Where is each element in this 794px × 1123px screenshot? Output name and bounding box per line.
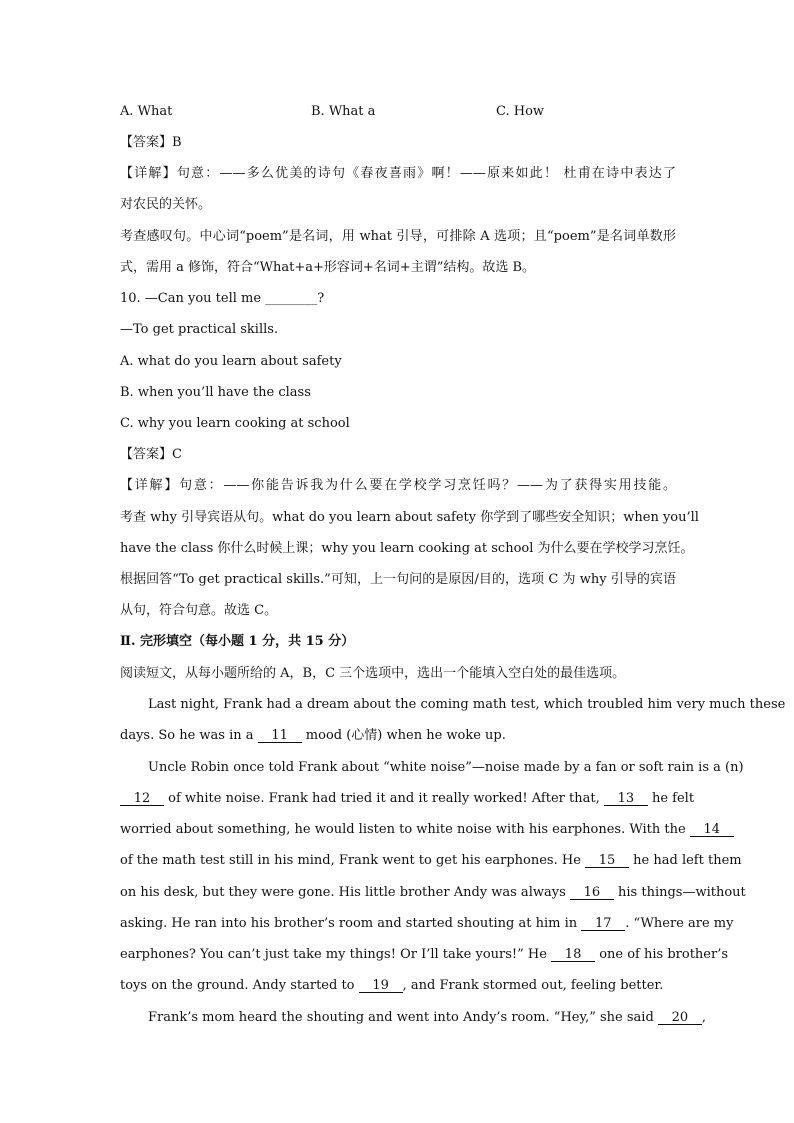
q10-stem: 10. —Can you tell me ________? <box>120 291 325 306</box>
q10-analysis-line-1: 考查 why 引导宾语从句。what do you learn about safety 你学到了哪些安全知识；when you’ll <box>120 510 699 525</box>
passage-text: , <box>701 1010 707 1025</box>
blank-16: 16 <box>570 886 614 900</box>
passage-line <box>120 791 695 807</box>
q10-answer: 【答案】C <box>120 447 182 462</box>
section-title: Ⅱ. 完形填空（每小题 1 分，共 15 分） <box>120 634 355 649</box>
q9-analysis-line-1: 考查感叹句。中心词“poem”是名词，用 what 引导，可排除 A 选项；且“poem”是名词单数形 <box>120 229 676 244</box>
passage-text: mood (心情) when he woke up. <box>301 728 506 743</box>
passage-text: on his desk, but they were gone. His little brother Andy was always <box>120 885 570 900</box>
passage-text: his things—without <box>613 885 746 900</box>
blank-14: 14 <box>690 823 734 837</box>
passage-line: Uncle Robin once told Frank about “white noise”—noise made by a fan or soft rain is a (n) <box>148 760 744 775</box>
blank-17: 17 <box>581 917 625 931</box>
q10-option-b: B. when you’ll have the class <box>120 385 311 400</box>
passage-text: toys on the ground. Andy started to <box>120 978 359 993</box>
blank-19: 19 <box>359 979 403 993</box>
passage-line <box>120 885 746 901</box>
q10-analysis-line-3: 根据回答“To get practical skills.”可知，上一句问的是原因/目的，选项 C 为 why 引导的宾语 <box>120 572 676 587</box>
blank-13: 13 <box>604 792 648 806</box>
q10-option-c: C. why you learn cooking at school <box>120 416 350 431</box>
blank-15: 15 <box>585 854 629 868</box>
passage-text: , and Frank stormed out, feeling better. <box>402 978 664 993</box>
passage-text: days. So he was in a <box>120 728 258 743</box>
q9-detail-line-1: 【详解】句意：——多么优美的诗句《春夜喜雨》啊！——原来如此！ 杜甫在诗中表达了 <box>120 166 676 181</box>
passage-line <box>120 853 742 869</box>
passage-text: of white noise. Frank had tried it and it really worked! After that, <box>164 791 604 806</box>
q9-option-b: B. What a <box>311 104 376 119</box>
blank-18: 18 <box>551 948 595 962</box>
passage-text: Frank’s mom heard the shouting and went into Andy’s room. “Hey,” she said <box>148 1010 658 1025</box>
passage-text: of the math test still in his mind, Frank went to get his earphones. He <box>120 853 586 868</box>
q9-option-c: C. How <box>496 104 545 119</box>
passage-text: earphones? You can’t just take my things! Or I’ll take yours!” He <box>120 947 552 962</box>
q9-detail-line-2: 对农民的关怀。 <box>120 197 212 212</box>
q10-analysis-line-4: 从句，符合句意。故选 C。 <box>120 603 278 618</box>
section-instruction: 阅读短文，从每小题所给的 A，B，C 三个选项中，选出一个能填入空白处的最佳选项。 <box>120 666 626 681</box>
passage-text: he had left them <box>629 853 742 868</box>
q10-option-a: A. what do you learn about safety <box>120 354 342 369</box>
passage-line <box>120 978 676 994</box>
passage-line: Last night, Frank had a dream about the coming math test, which troubled him very much these <box>148 697 786 712</box>
passage-text: one of his brother’s <box>595 947 729 962</box>
q10-detail: 【详解】句意：——你能告诉我为什么要在学校学习烹饪吗？——为了获得实用技能。 <box>120 478 676 493</box>
q9-analysis-line-2: 式，需用 a 修饰，符合“What+a+形容词+名词+主谓”结构。故选 B。 <box>120 260 536 275</box>
blank-11: 11 <box>258 729 302 743</box>
passage-line <box>120 947 729 963</box>
passage-line <box>120 822 721 838</box>
passage-text: asking. He ran into his brother’s room and started shouting at him in <box>120 916 582 931</box>
passage-text: he felt <box>647 791 695 806</box>
passage-text: . “Where are my <box>625 916 734 931</box>
passage-text: worried about something, he would listen to white noise with his earphones. With the <box>120 822 690 837</box>
q9-option-a: A. What <box>120 104 173 119</box>
q9-answer: 【答案】B <box>120 135 182 150</box>
q10-reply: —To get practical skills. <box>120 322 279 337</box>
blank-12: 12 <box>120 792 164 806</box>
passage-line <box>148 1010 707 1026</box>
q10-analysis-line-2: have the class 你什么时候上课；why you learn cooking at school 为什么要在学校学习烹饪。 <box>120 541 694 556</box>
blank-20: 20 <box>658 1011 702 1025</box>
passage-line <box>120 728 676 744</box>
passage-line <box>120 916 734 932</box>
